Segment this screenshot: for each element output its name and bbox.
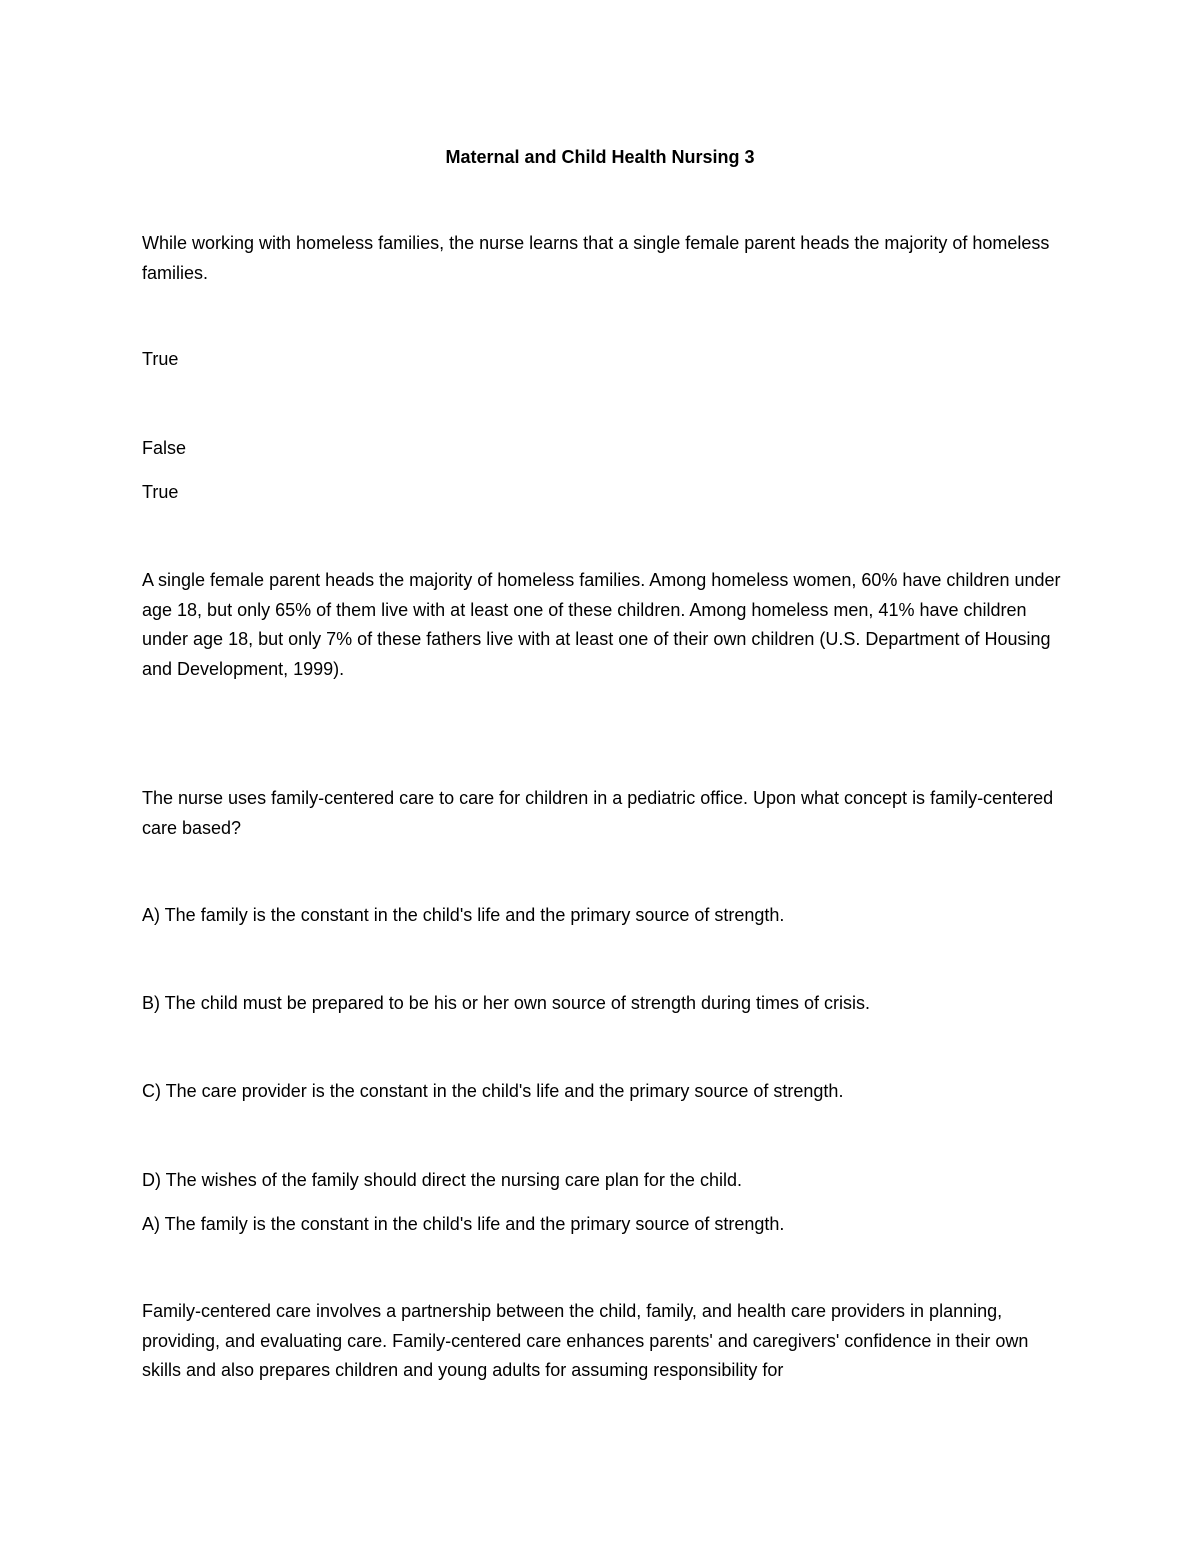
question-2-option-c: C) The care provider is the constant in the child's life and the primary source of strength. <box>142 1081 844 1101</box>
question-1-rationale: A single female parent heads the majority of homeless families. Among homeless women, 60% have children under age 18, but only 65% of them live with at least one of these children. Among homeless men, 41% have children under age 18, but only 7% of these fathers live with at least one of their own children (U.S. Department of Housing and Development, 1999). <box>142 570 1061 679</box>
question-2-option-d: D) The wishes of the family should direct the nursing care plan for the child. <box>142 1170 742 1190</box>
question-2-option-b: B) The child must be prepared to be his or her own source of strength during times of crisis. <box>142 993 871 1013</box>
question-2-rationale: Family-centered care involves a partnership between the child, family, and health care providers in planning, providing, and evaluating care. Family-centered care enhances parents' and caregivers' confidence in their own skills and also prepares children and young adults for assuming responsibility for <box>142 1301 1029 1380</box>
question-2-option-a: A) The family is the constant in the child's life and the primary source of strength. <box>142 905 785 925</box>
question-2-answer: A) The family is the constant in the child's life and the primary source of strength. <box>142 1214 785 1234</box>
document-title: Maternal and Child Health Nursing 3 <box>445 147 755 167</box>
question-1-option-true: True <box>142 349 179 369</box>
question-2-stem: The nurse uses family-centered care to care for children in a pediatric office. Upon what concept is family-centered care based? <box>142 788 1054 838</box>
question-1-answer: True <box>142 482 179 502</box>
question-1-stem: While working with homeless families, the nurse learns that a single female parent heads the majority of homeless families. <box>142 233 1050 283</box>
question-1-option-false: False <box>142 438 187 458</box>
